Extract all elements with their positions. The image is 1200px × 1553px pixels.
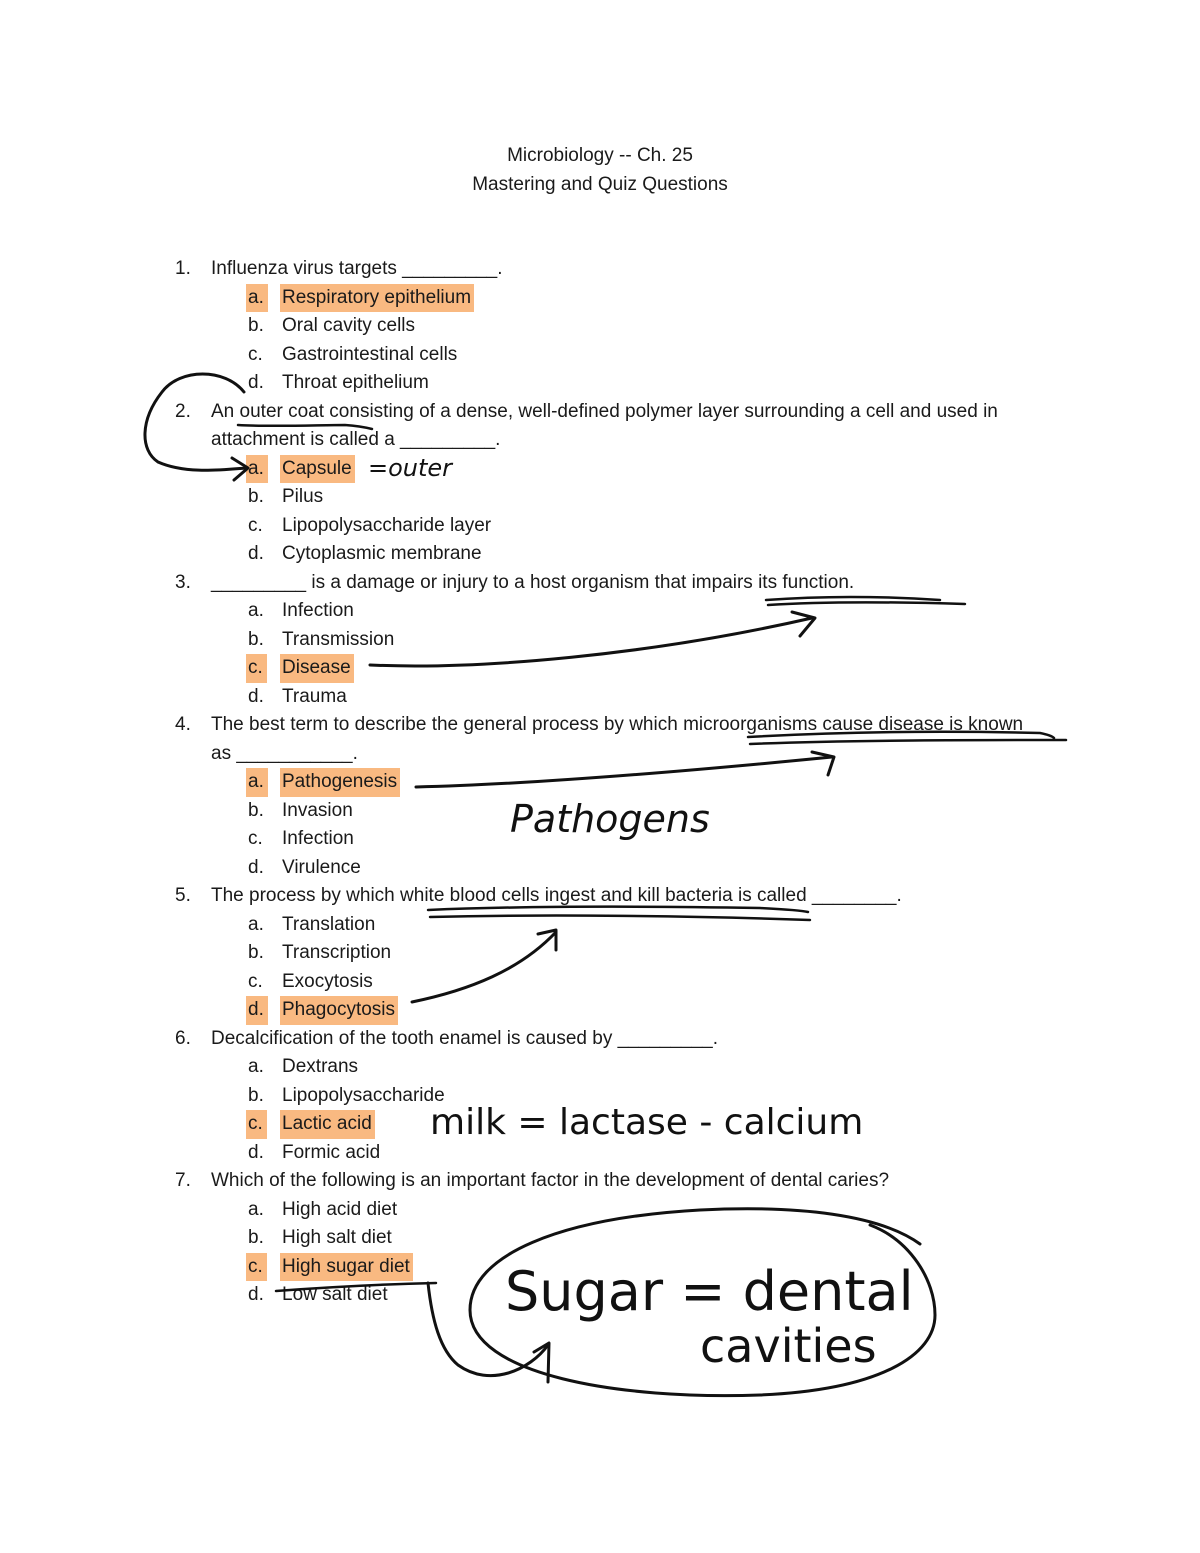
option-text: Translation <box>282 913 376 935</box>
option-text: Transcription <box>282 942 392 963</box>
answer-option <box>0 1053 1200 1082</box>
answer-option <box>0 939 1200 968</box>
option-text: Infection <box>282 828 354 849</box>
underlined-phrase: outer coat <box>239 400 325 422</box>
option-letter: d. <box>248 372 264 393</box>
option-letter: c. <box>248 343 263 365</box>
answer-option <box>0 1281 1200 1310</box>
document-subtitle: Mastering and Quiz Questions <box>472 174 728 195</box>
option-text: Phagocytosis <box>280 996 398 1025</box>
option-text: Lactic acid <box>280 1110 375 1139</box>
question-text: _________ is a damage or injury to a host organism that impairs its function. <box>211 571 855 593</box>
option-text: Pathogenesis <box>280 768 400 797</box>
answer-option <box>0 1082 1200 1111</box>
option-text: Pilus <box>282 486 324 507</box>
option-letter: b. <box>248 628 264 650</box>
answer-option <box>0 284 1200 313</box>
option-text: Lipopolysaccharide layer <box>282 514 492 536</box>
option-letter: b. <box>248 486 264 507</box>
option-letter: c. <box>248 828 263 849</box>
answer-option <box>0 369 1200 398</box>
note-milk: milk = lactase - calcium <box>430 1102 864 1143</box>
option-letter: b. <box>248 1084 264 1106</box>
option-letter: c. <box>248 514 263 536</box>
option-letter: b. <box>248 1227 264 1248</box>
option-text: Infection <box>282 600 354 621</box>
answer-option <box>0 968 1200 997</box>
question-2 <box>0 398 1200 569</box>
option-letter: a. <box>246 284 268 313</box>
question-5 <box>0 882 1200 1025</box>
option-text: Lipopolysaccharide <box>282 1084 445 1106</box>
question-text: Which of the following is an important factor in the development of dental caries? <box>211 1170 890 1191</box>
question-6 <box>0 1025 1200 1168</box>
answer-option <box>0 996 1200 1025</box>
answer-option <box>0 683 1200 712</box>
option-letter: b. <box>248 799 264 821</box>
option-letter: d. <box>246 996 268 1025</box>
option-text: Dextrans <box>282 1056 359 1077</box>
option-letter: b. <box>248 942 264 963</box>
note-sugar-line2: cavities <box>700 1319 877 1373</box>
question-text: The best term to describe the general process by which microorganisms cause disease is known as ___________. <box>211 714 1024 764</box>
option-text: Oral cavity cells <box>282 315 416 336</box>
answer-option <box>0 512 1200 541</box>
option-letter: d. <box>248 1141 264 1163</box>
question-4 <box>0 711 1200 882</box>
option-text: Gastrointestinal cells <box>282 343 458 365</box>
question-7 <box>0 1167 1200 1310</box>
answer-option <box>0 1139 1200 1168</box>
question-number: 2. <box>175 400 191 422</box>
answer-option <box>0 797 1200 826</box>
option-letter: d. <box>248 685 264 707</box>
option-letter: d. <box>248 1284 264 1305</box>
question-number: 1. <box>175 258 191 279</box>
option-letter: d. <box>248 856 264 878</box>
document-title: Microbiology -- Ch. 25 <box>507 145 693 166</box>
question-text: The process by which white blood cells ingest and kill bacteria is called ________. <box>211 885 902 906</box>
answer-option <box>0 626 1200 655</box>
note-capsule: =outer <box>368 454 453 482</box>
question-text-part: An <box>211 400 240 422</box>
option-text: Trauma <box>282 685 347 707</box>
question-number: 7. <box>175 1170 191 1191</box>
answer-option <box>0 654 1200 683</box>
answer-option <box>0 540 1200 569</box>
answer-option <box>0 597 1200 626</box>
option-letter: c. <box>246 654 267 683</box>
question-number: 5. <box>175 885 191 906</box>
option-text: Throat epithelium <box>282 372 429 393</box>
option-letter: a. <box>248 1056 264 1077</box>
option-text: Respiratory epithelium <box>280 284 474 313</box>
option-text: Exocytosis <box>282 970 373 992</box>
answer-option <box>0 1196 1200 1225</box>
question-text: Decalcification of the tooth enamel is caused by _________. <box>211 1027 718 1049</box>
option-text: Cytoplasmic membrane <box>282 543 482 564</box>
option-text: High acid diet <box>282 1198 398 1220</box>
note-pathogens: Pathogens <box>510 797 710 841</box>
option-letter: c. <box>248 970 263 992</box>
option-text: Disease <box>280 654 354 683</box>
option-letter: c. <box>246 1253 267 1282</box>
option-letter: a. <box>246 455 268 484</box>
question-text-part: consisting of a dense, well-defined polymer layer surrounding a cell and used in attachment is called a _________. <box>211 400 998 450</box>
question-1 <box>0 255 1200 398</box>
option-letter: b. <box>248 315 264 336</box>
question-3 <box>0 569 1200 712</box>
option-text: Low salt diet <box>282 1284 388 1305</box>
question-number: 4. <box>175 714 191 735</box>
option-text: Capsule <box>280 455 355 484</box>
option-text: Formic acid <box>282 1141 381 1163</box>
answer-option <box>0 1110 1200 1139</box>
option-letter: a. <box>248 913 264 935</box>
option-text: High sugar diet <box>280 1253 413 1282</box>
answer-option <box>0 1253 1200 1282</box>
answer-option <box>0 483 1200 512</box>
question-number: 6. <box>175 1027 191 1049</box>
answer-option <box>0 825 1200 854</box>
question-number: 3. <box>175 571 191 593</box>
option-text: Virulence <box>282 856 361 878</box>
option-text: Transmission <box>282 628 395 650</box>
option-text: High salt diet <box>282 1227 392 1248</box>
answer-option <box>0 1224 1200 1253</box>
option-letter: a. <box>248 600 264 621</box>
answer-option <box>0 455 1200 484</box>
answer-option <box>0 341 1200 370</box>
option-letter: d. <box>248 543 264 564</box>
question-list <box>0 255 1200 1310</box>
question-text: Influenza virus targets _________. <box>211 258 503 279</box>
option-letter: a. <box>246 768 268 797</box>
answer-option <box>0 911 1200 940</box>
option-text: Invasion <box>282 799 353 821</box>
arrowhead <box>534 1343 549 1382</box>
option-letter: c. <box>246 1110 267 1139</box>
answer-option <box>0 312 1200 341</box>
answer-option <box>0 854 1200 883</box>
note-sugar-line1: Sugar = dental <box>505 1260 914 1323</box>
answer-option <box>0 768 1200 797</box>
option-letter: a. <box>248 1198 264 1220</box>
document-header <box>0 141 1200 199</box>
